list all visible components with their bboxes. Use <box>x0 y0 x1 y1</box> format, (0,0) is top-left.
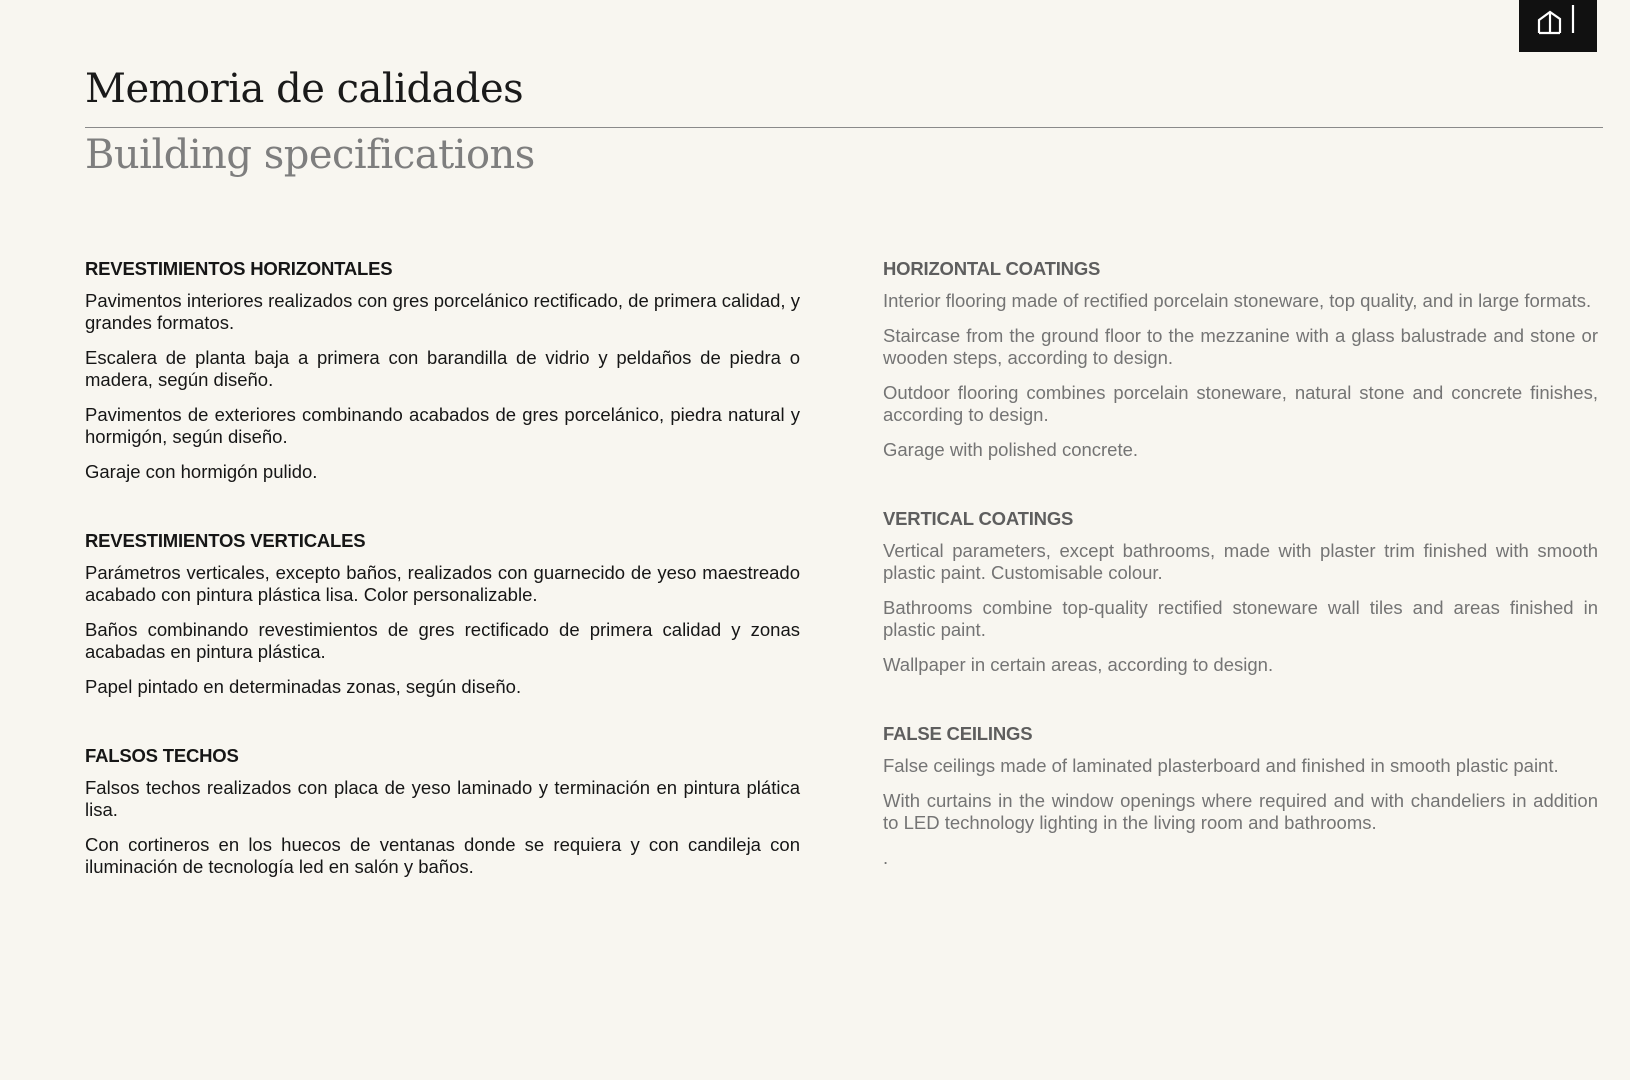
spec-paragraph: Parámetros verticales, excepto baños, realizados con guarnecido de yeso maestreado acabado con pintura plástica lisa. Color personalizable. <box>85 562 800 605</box>
section-heading: VERTICAL COATINGS <box>883 508 1074 529</box>
page-title: Memoria de calidades <box>85 66 524 112</box>
page-subtitle: Building specifications <box>85 132 535 178</box>
section-false-ceilings <box>883 723 1598 869</box>
spec-paragraph: Garaje con hormigón pulido. <box>85 461 318 482</box>
section-revestimientos-verticales <box>85 530 800 698</box>
spec-paragraph: Garage with polished concrete. <box>883 439 1139 460</box>
spec-paragraph: Pavimentos de exteriores combinando acabados de gres porcelánico, piedra natural y hormigón, según diseño. <box>85 404 800 447</box>
spec-paragraph: Vertical parameters, except bathrooms, made with plaster trim finished with smooth plastic paint. Customisable colour. <box>883 540 1598 583</box>
spec-paragraph: Wallpaper in certain areas, according to design. <box>883 654 1274 675</box>
house-icon <box>1536 3 1580 35</box>
english-column <box>883 258 1598 916</box>
title-divider <box>85 127 1603 128</box>
section-heading: HORIZONTAL COATINGS <box>883 258 1101 279</box>
spec-paragraph: Staircase from the ground floor to the mezzanine with a glass balustrade and stone or wooden steps, according to design. <box>883 325 1598 368</box>
spanish-column <box>85 258 800 925</box>
section-heading: REVESTIMIENTOS VERTICALES <box>85 530 366 551</box>
spec-paragraph: Papel pintado en determinadas zonas, según diseño. <box>85 676 522 697</box>
spec-paragraph: Falsos techos realizados con placa de yeso laminado y terminación en pintura plática lisa. <box>85 777 800 820</box>
spec-paragraph: Bathrooms combine top-quality rectified stoneware wall tiles and areas finished in plastic paint. <box>883 597 1598 640</box>
spec-paragraph: Baños combinando revestimientos de gres rectificado de primera calidad y zonas acabadas en pintura plástica. <box>85 619 800 662</box>
section-horizontal-coatings <box>883 258 1598 461</box>
spec-paragraph: Con cortineros en los huecos de ventanas donde se requiera y con candileja con iluminación de tecnología led en salón y baños. <box>85 834 800 877</box>
spec-paragraph: Pavimentos interiores realizados con gres porcelánico rectificado, de primera calidad, y grandes formatos. <box>85 290 800 333</box>
spec-paragraph: . <box>883 847 889 868</box>
section-heading: FALSE CEILINGS <box>883 723 1033 744</box>
section-heading: REVESTIMIENTOS HORIZONTALES <box>85 258 393 279</box>
spec-paragraph: False ceilings made of laminated plasterboard and finished in smooth plastic paint. <box>883 755 1559 776</box>
spec-paragraph: Escalera de planta baja a primera con barandilla de vidrio y peldaños de piedra o madera, según diseño. <box>85 347 800 390</box>
section-heading: FALSOS TECHOS <box>85 745 239 766</box>
spec-paragraph: Interior flooring made of rectified porcelain stoneware, top quality, and in large formats. <box>883 290 1592 311</box>
spec-paragraph: With curtains in the window openings where required and with chandeliers in addition to LED technology lighting in the living room and bathrooms. <box>883 790 1598 833</box>
section-vertical-coatings <box>883 508 1598 676</box>
section-falsos-techos <box>85 745 800 878</box>
section-revestimientos-horizontales <box>85 258 800 483</box>
spec-paragraph: Outdoor flooring combines porcelain stoneware, natural stone and concrete finishes, according to design. <box>883 382 1598 425</box>
brand-logo <box>1519 0 1597 52</box>
